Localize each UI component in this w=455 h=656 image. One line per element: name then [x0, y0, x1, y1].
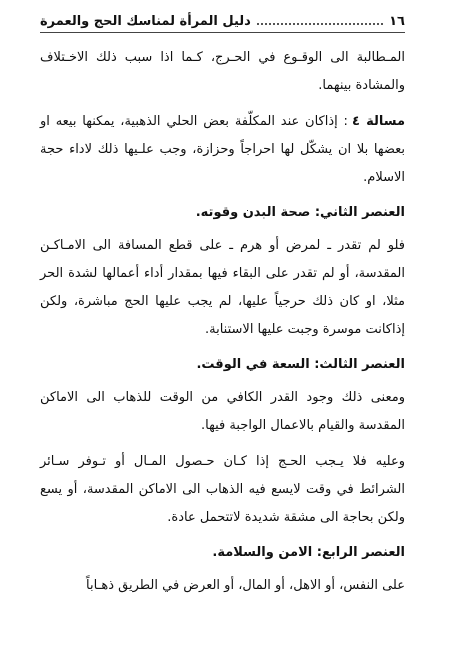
issue-label: مسالة ٤ — [351, 114, 405, 129]
header-dot-leader — [257, 17, 383, 25]
section-heading: العنصر الرابع: الامن والسلامة. — [212, 545, 405, 560]
paragraph: فلو لم تقدر ـ لمرض أو هرم ـ على قطع المسافة الى الامـاكـن المقدسة، أو لم تقدر على البقاء فيها بمقدار أداء أعمالها لشدة الحر مثلا، او كان ذلك حرجياً عليها، لم يجب عليها الحج مباشرة، ولكن إذاكانت موسرة وجبت عليها الاستنابة. — [40, 238, 405, 337]
running-title: دليل المرأة لمناسك الحج والعمرة — [40, 13, 251, 29]
page-body — [40, 44, 405, 608]
paragraph: المـطالبة الى الوقـوع في الحـرج، كـما اذا سبب ذلك الاخـتلاف والمشادة بينهما. — [40, 50, 405, 93]
page-header — [40, 10, 405, 33]
paragraph: على النفس، أو الاهل، أو المال، أو العرض في الطريق ذهـاباً — [86, 578, 405, 593]
issue-text: : إذاكان عند المكلّفة بعض الحلي الذهبية، يمكنها بيعه او بعضها بلا ان يشكّل لها احراجاً وحزازة، وجب علـيها ذلك لاداء حجة الاسلام. — [40, 114, 405, 185]
section-heading: العنصر الثالث: السعة في الوقت. — [196, 357, 405, 372]
section-heading: العنصر الثاني: صحة البدن وقوته. — [195, 205, 405, 220]
paragraph: وعليه فلا يـجب الحـج إذا كـان حـصول المـال أو تـوفر سـائر الشرائط في وقت لايسع فيه الذهاب الى الاماكن المقدسة، أو يسع ولكن بحاجة الى مشقة شديدة لاتتحمل عادة. — [40, 454, 405, 525]
paragraph: ومعنى ذلك وجود القدر الكافي من الوقت للذهاب الى الاماكن المقدسة والقيام بالاعمال الواجبة فيها. — [40, 390, 405, 433]
issue-paragraph — [40, 108, 405, 192]
page-number: ١٦ — [389, 13, 405, 29]
